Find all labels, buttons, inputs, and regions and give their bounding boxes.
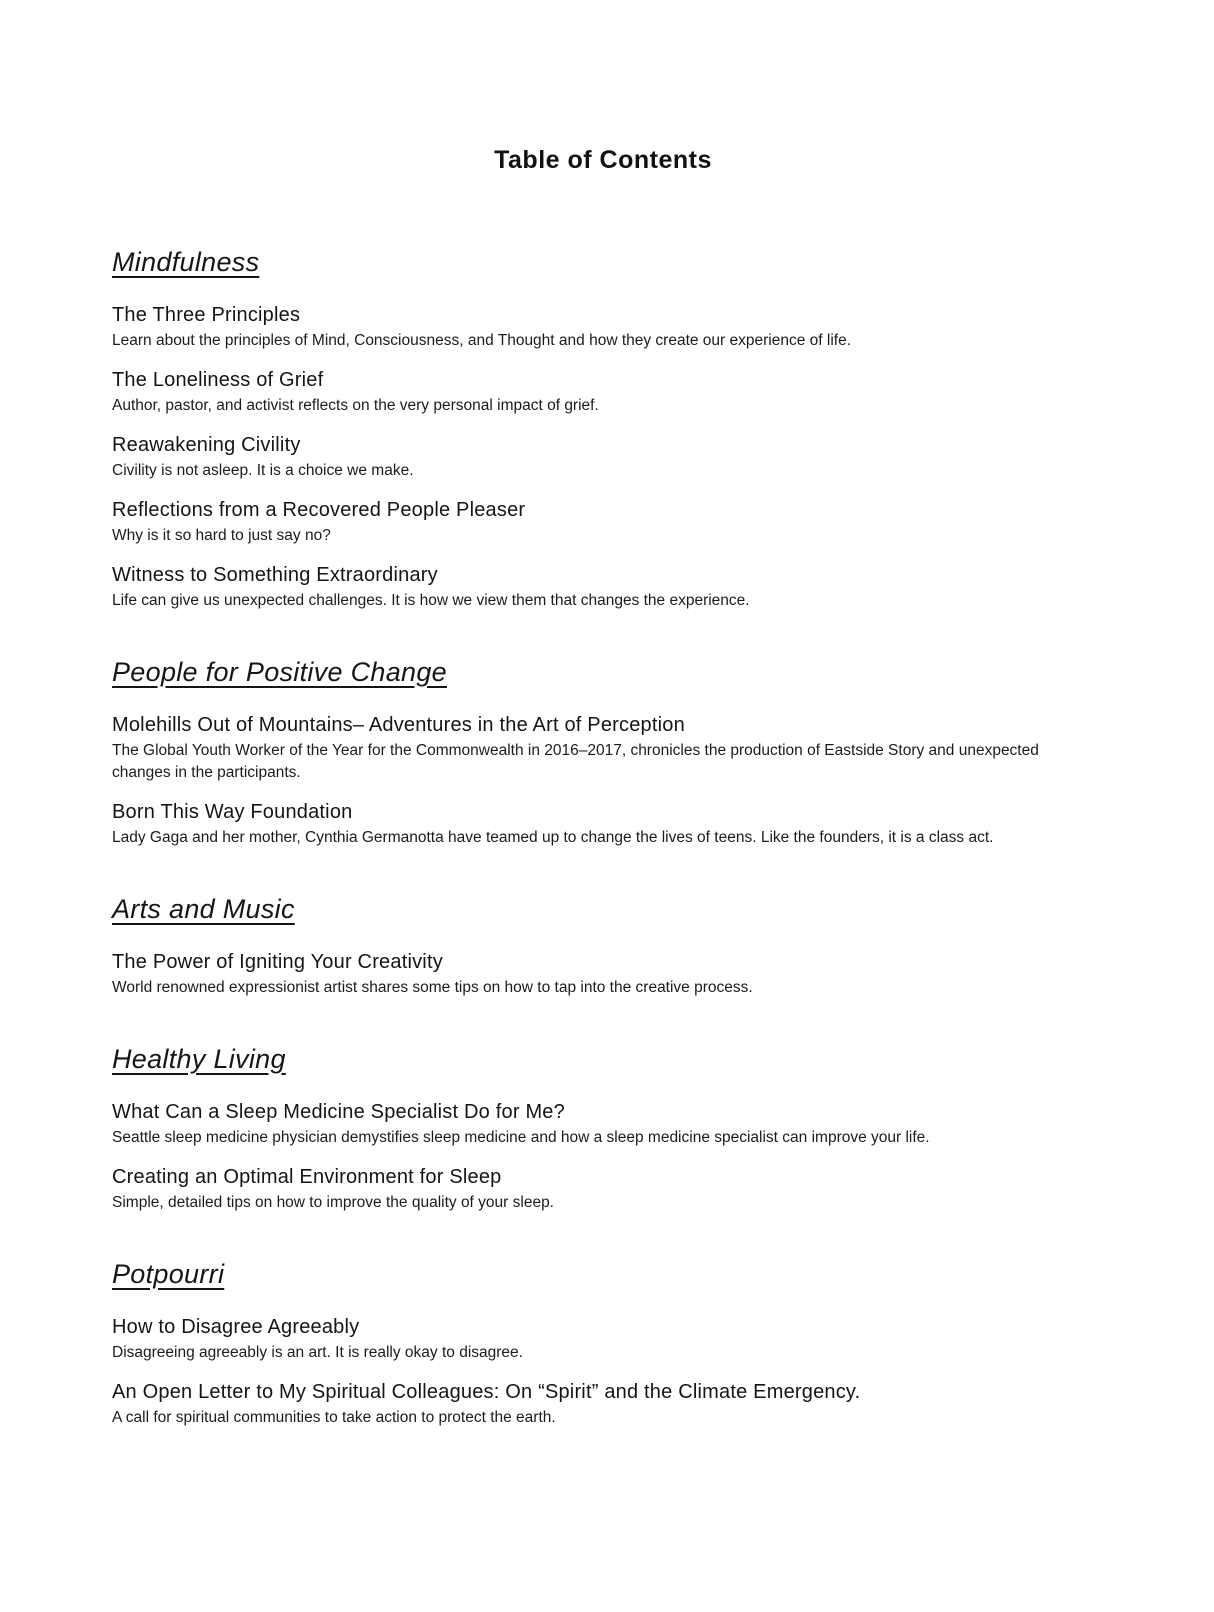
entry-description: Seattle sleep medicine physician demystifies sleep medicine and how a sleep medicine specialist can improve your life. [112, 1129, 930, 1146]
section-heading: Potpourri [112, 1259, 225, 1289]
toc-entry [112, 1314, 1094, 1364]
toc-entry [112, 497, 1094, 547]
entry-description: A call for spiritual communities to take action to protect the earth. [112, 1409, 556, 1426]
entry-title: Reawakening Civility [112, 434, 301, 456]
entry-description: Simple, detailed tips on how to improve the quality of your sleep. [112, 1194, 554, 1211]
entry-description: Learn about the principles of Mind, Consciousness, and Thought and how they create our experience of life. [112, 332, 852, 349]
section-healthy-living [112, 1041, 1094, 1214]
section-mindfulness [112, 244, 1094, 612]
section-body [112, 712, 1094, 849]
entry-title: The Loneliness of Grief [112, 369, 324, 391]
section-heading: Arts and Music [112, 894, 295, 924]
section-body [112, 949, 1094, 999]
toc-entry [112, 367, 1094, 417]
entry-title: Reflections from a Recovered People Pleaser [112, 499, 526, 521]
entry-title: Molehills Out of Mountains– Adventures in the Art of Perception [112, 714, 685, 736]
entry-description: The Global Youth Worker of the Year for the Commonwealth in 2016–2017, chronicles the production of Eastside Story and unexpected changes in the participants. [112, 742, 1039, 781]
entry-description: Civility is not asleep. It is a choice we make. [112, 462, 414, 479]
toc-entry [112, 799, 1094, 849]
toc-entry [112, 1379, 1094, 1429]
entry-title: Creating an Optimal Environment for Sleep [112, 1166, 502, 1188]
toc-entry [112, 562, 1094, 612]
entry-description: Life can give us unexpected challenges. It is how we view them that changes the experience. [112, 592, 750, 609]
toc-entry [112, 712, 1094, 784]
section-people-for-positive-change [112, 654, 1094, 849]
entry-description: Author, pastor, and activist reflects on the very personal impact of grief. [112, 397, 599, 414]
entry-description: Disagreeing agreeably is an art. It is really okay to disagree. [112, 1344, 523, 1361]
entry-title: Witness to Something Extraordinary [112, 564, 438, 586]
toc-entry [112, 1099, 1094, 1149]
toc-entry [112, 302, 1094, 352]
entry-description: Lady Gaga and her mother, Cynthia Germanotta have teamed up to change the lives of teens. Like the founders, it is a class act. [112, 829, 994, 846]
entry-description: Why is it so hard to just say no? [112, 527, 331, 544]
entry-title: The Power of Igniting Your Creativity [112, 951, 443, 973]
entry-description: World renowned expressionist artist shares some tips on how to tap into the creative process. [112, 979, 753, 996]
section-heading: Healthy Living [112, 1044, 286, 1074]
section-body [112, 1099, 1094, 1214]
section-arts-and-music [112, 891, 1094, 999]
page-title: Table of Contents [494, 146, 712, 174]
entry-title: How to Disagree Agreeably [112, 1316, 360, 1338]
toc-entry [112, 432, 1094, 482]
entry-title: Born This Way Foundation [112, 801, 353, 823]
toc-entry [112, 949, 1094, 999]
section-potpourri [112, 1256, 1094, 1429]
section-heading: People for Positive Change [112, 657, 448, 687]
section-body [112, 302, 1094, 612]
section-body [112, 1314, 1094, 1429]
entry-title: The Three Principles [112, 304, 301, 326]
entry-title: What Can a Sleep Medicine Specialist Do for Me? [112, 1101, 565, 1123]
entry-title: An Open Letter to My Spiritual Colleagues: On “Spirit” and the Climate Emergency. [112, 1381, 861, 1403]
section-heading: Mindfulness [112, 247, 260, 277]
toc-entry [112, 1164, 1094, 1214]
